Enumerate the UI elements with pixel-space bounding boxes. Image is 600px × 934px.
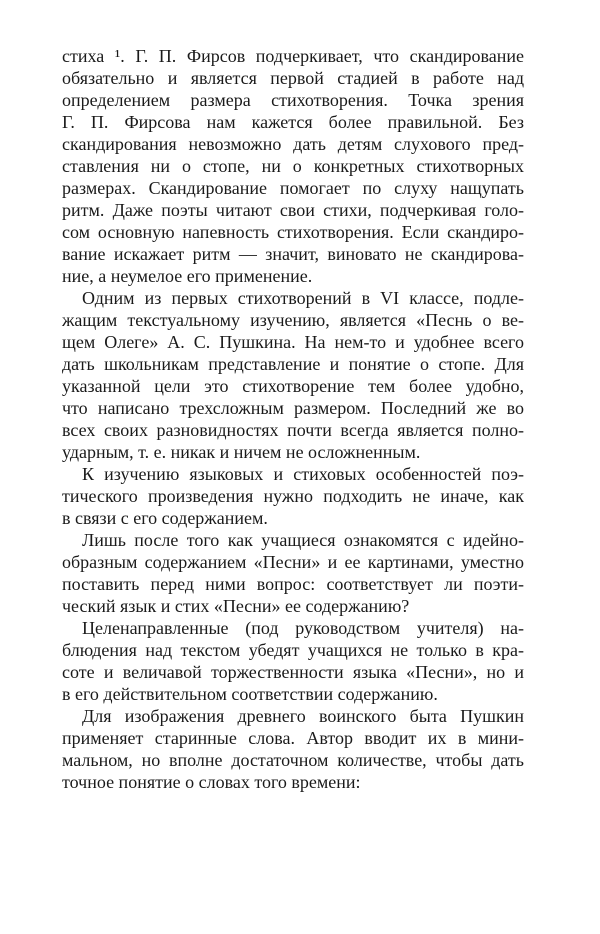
text-line: поставить перед ними вопрос: соответствует ли поэти-: [62, 574, 524, 594]
text-line: определением размера стихотворения. Точка зрения: [62, 90, 524, 110]
text-line: образным содержанием «Песни» и ее картинами, уместно: [62, 552, 524, 572]
text-line: всех своих разновидностях почти всегда является полно-: [62, 420, 524, 440]
text-line: ческий язык и стих «Песни» ее содержанию?: [62, 596, 410, 616]
text-line: ние, а неумелое его применение.: [62, 266, 313, 286]
text-line: Г. П. Фирсова нам кажется более правильной. Без: [62, 112, 524, 132]
text-line: применяет старинные слова. Автор вводит их в мини-: [62, 728, 524, 748]
text-line: скандирования невозможно дать детям слухового пред-: [62, 134, 524, 154]
text-line: Целенаправленные (под руководством учителя) на-: [82, 618, 524, 638]
text-line: ритм. Даже поэты читают свои стихи, подчеркивая голо-: [62, 200, 524, 220]
text-line: дать школьникам представление и понятие о стопе. Для: [62, 354, 524, 374]
text-line: указанной цели это стихотворение тем более удобно,: [62, 376, 524, 396]
text-line: блюдения над текстом убедят учащихся не только в кра-: [62, 640, 524, 660]
text-line: жащим текстуальному изучению, является «Песнь о ве-: [62, 310, 524, 330]
text-line: ставления ни о стопе, ни о конкретных стихотворных: [62, 156, 524, 176]
text-line: К изучению языковых и стиховых особенностей поэ-: [82, 464, 524, 484]
text-line: ударным, т. е. никак и ничем не осложненным.: [62, 442, 421, 462]
text-line: сом основную напевность стихотворения. Если скандиро-: [62, 222, 524, 242]
text-line: стиха ¹. Г. П. Фирсов подчеркивает, что скандирование: [62, 46, 524, 66]
text-line: соте и величавой торжественности языка «Песни», но и: [62, 662, 524, 682]
text-line: мальном, но вполне достаточном количестве, чтобы дать: [62, 750, 524, 770]
text-line: вание искажает ритм — значит, виновато не скандирова-: [62, 244, 524, 264]
text-line: щем Олеге» А. С. Пушкина. На нем-то и удобнее всего: [62, 332, 524, 352]
text-line: точное понятие о словах того времени:: [62, 772, 361, 792]
text-line: размерах. Скандирование помогает по слуху нащупать: [62, 178, 524, 198]
text-line: в его действительном соответствии содержанию.: [62, 684, 438, 704]
text-line: Для изображения древнего воинского быта Пушкин: [82, 706, 524, 726]
text-line: что написано трехсложным размером. Последний же во: [62, 398, 524, 418]
text-line: обязательно и является первой стадией в работе над: [62, 68, 524, 88]
text-line: в связи с его содержанием.: [62, 508, 268, 528]
text-line: тического произведения нужно подходить не иначе, как: [62, 486, 524, 506]
text-line: Лишь после того как учащиеся ознакомятся с идейно-: [82, 530, 524, 550]
text-line: Одним из первых стихотворений в VI классе, подле-: [82, 288, 524, 308]
